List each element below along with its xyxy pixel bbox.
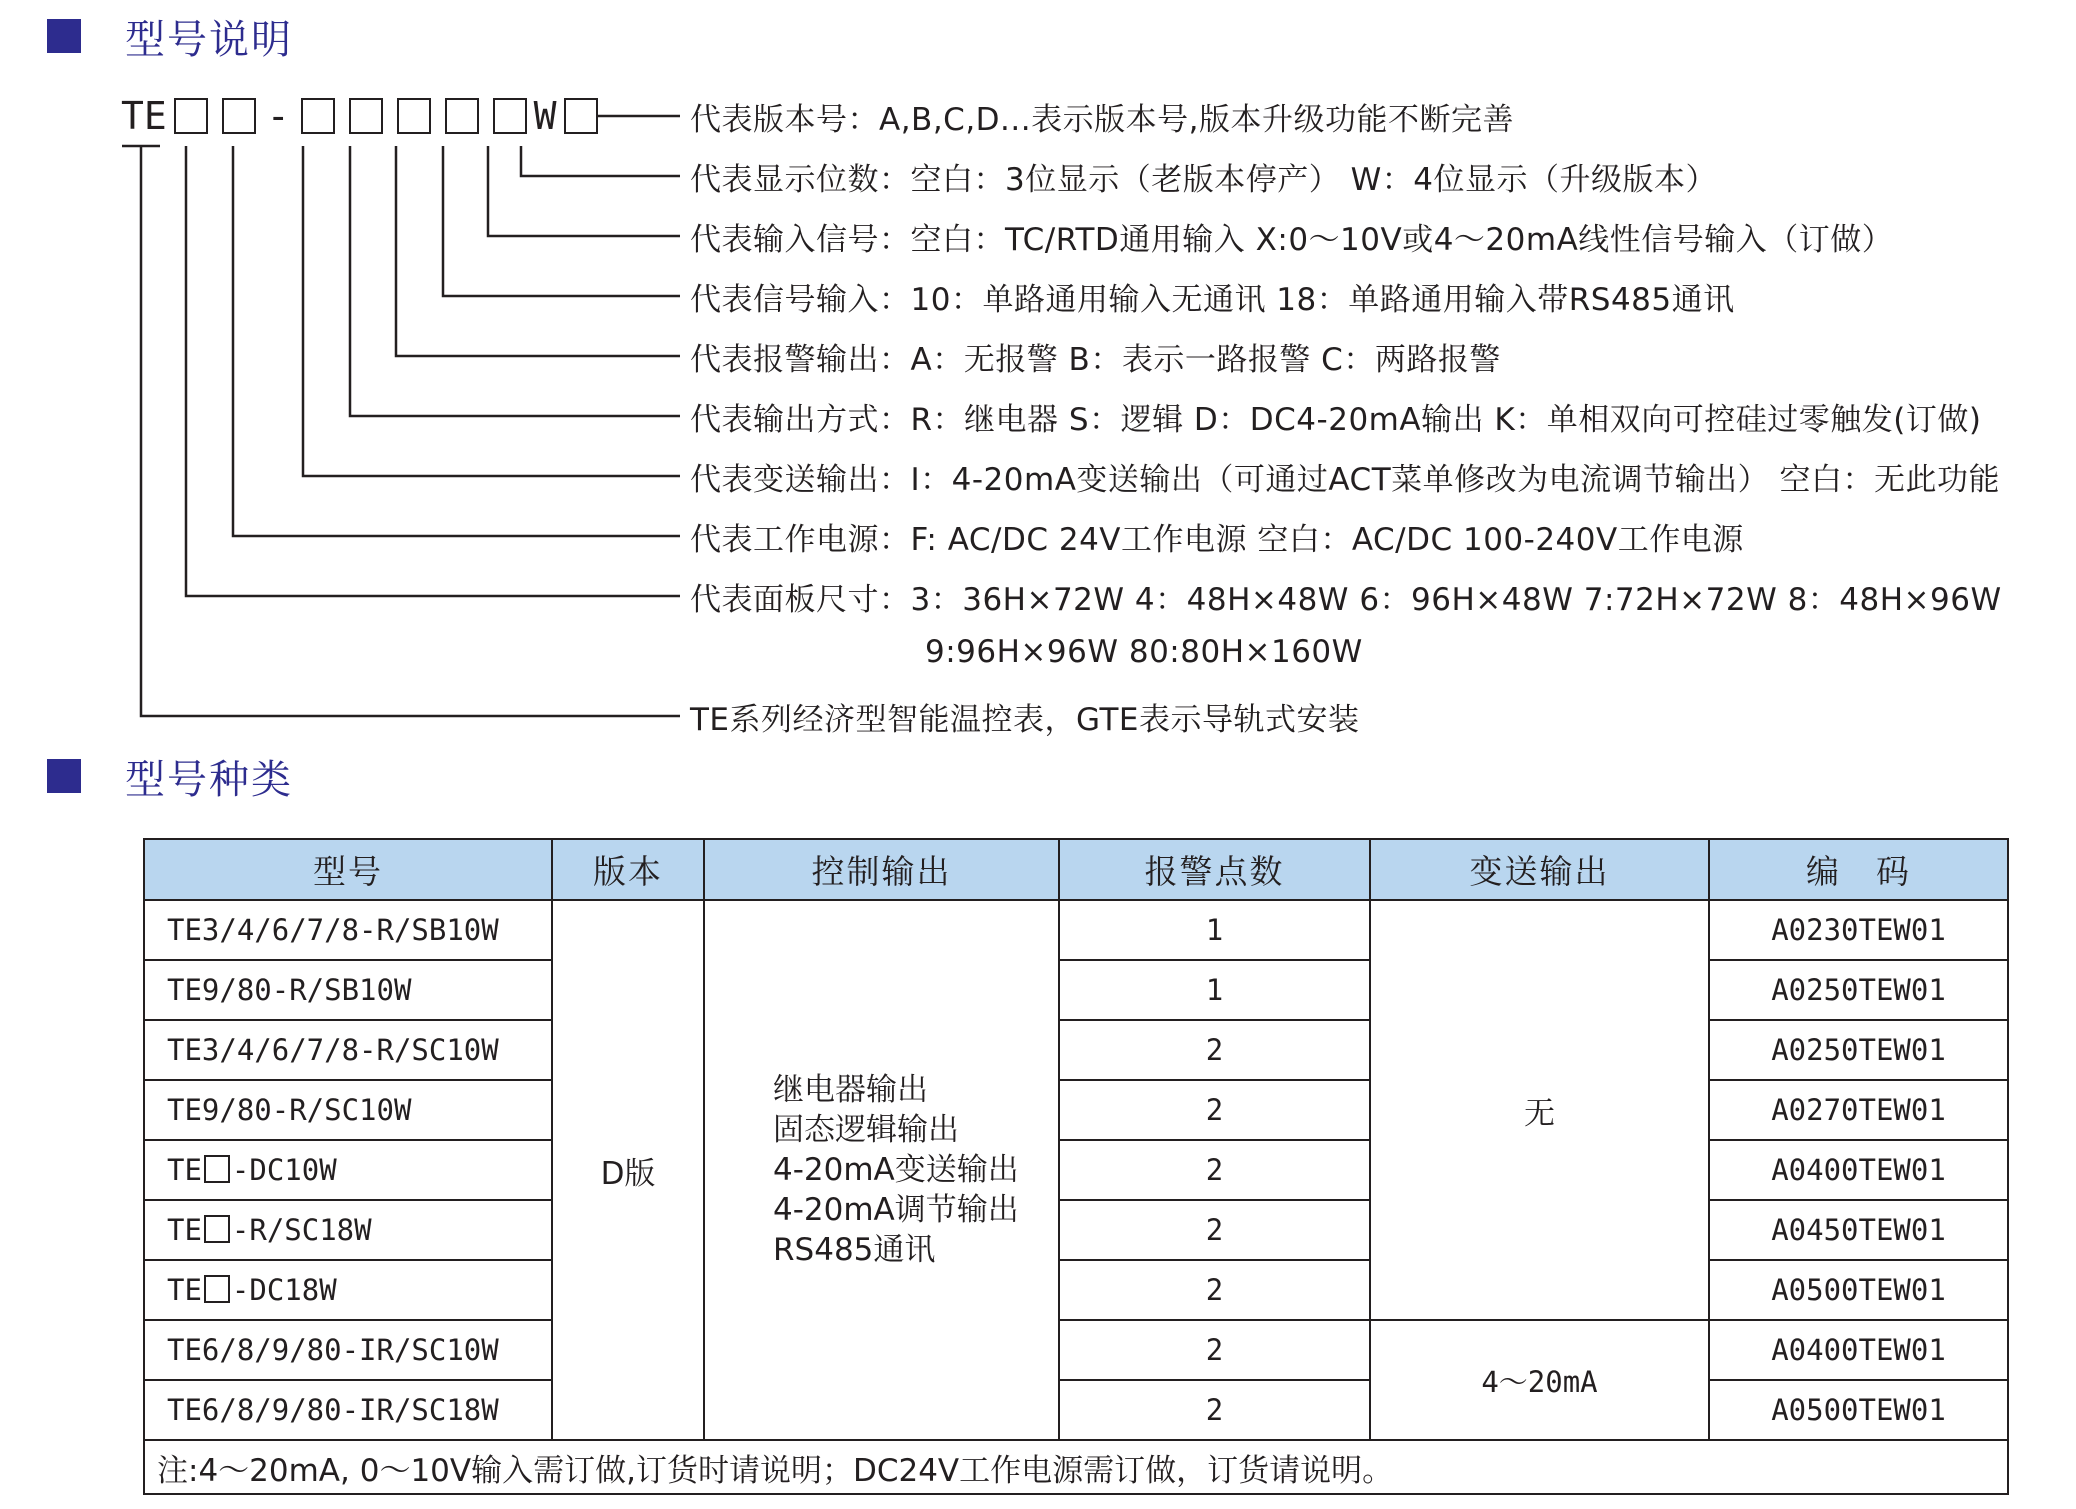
cell-model: TE3/4/6/7/8-R/SC10W — [144, 1020, 552, 1080]
cell-alarm-points: 1 — [1059, 960, 1370, 1020]
cell-alarm-points: 2 — [1059, 1200, 1370, 1260]
cell-alarm-points: 2 — [1059, 1260, 1370, 1320]
desc-version: 代表版本号：A,B,C,D...表示版本号,版本升级功能不断完善 — [690, 102, 1514, 138]
header-alarm-points: 报警点数 — [1059, 839, 1370, 900]
model-code — [121, 88, 605, 144]
header-model: 型号 — [144, 839, 552, 900]
table-row — [144, 1140, 2008, 1200]
placeholder-box-icon — [204, 1215, 230, 1243]
desc-transmit-output: 代表变送输出：I：4-20mA变送输出（可通过ACT菜单修改为电流调节输出） 空白：无此功能 — [690, 462, 2000, 498]
cell-code: A0400TEW01 — [1709, 1140, 2008, 1200]
code-slot-input — [493, 98, 527, 134]
cell-model — [144, 1260, 552, 1320]
table-row — [144, 1020, 2008, 1080]
code-w: W — [533, 94, 557, 138]
table-row — [144, 1320, 2008, 1380]
cell-model — [144, 1200, 552, 1260]
code-slot-transmit — [301, 98, 335, 134]
table-note-row — [144, 1440, 2008, 1494]
table-row — [144, 1260, 2008, 1320]
cell-model: TE9/80-R/SC10W — [144, 1080, 552, 1140]
placeholder-box-icon — [204, 1275, 230, 1303]
cell-code: A0400TEW01 — [1709, 1320, 2008, 1380]
header-transmit-output: 变送输出 — [1370, 839, 1709, 900]
section-bullet-icon — [47, 759, 81, 793]
desc-display-digits: 代表显示位数：空白：3位显示（老版本停产） W：4位显示（升级版本） — [690, 162, 1717, 198]
control-output-line: 4-20mA调节输出 — [773, 1192, 1019, 1228]
table-row — [144, 1200, 2008, 1260]
code-slot-output — [349, 98, 383, 134]
cell-alarm-points: 2 — [1059, 1080, 1370, 1140]
header-code: 编 码 — [1709, 839, 2008, 900]
desc-input-signal: 代表输入信号：空白：TC/RTD通用输入 X:0～10V或4～20mA线性信号输入（订做） — [690, 222, 1894, 258]
model-types-table — [143, 838, 2009, 1495]
cell-transmit-4-20ma: 4～20mA — [1370, 1320, 1709, 1440]
desc-panel-size-cont: 9:96H×96W 80:80H×160W — [925, 634, 1363, 670]
cell-code: A0250TEW01 — [1709, 960, 2008, 1020]
section-title: 型号种类 — [125, 756, 293, 803]
cell-version: D版 — [552, 900, 704, 1440]
control-output-line: 固态逻辑输出 — [773, 1112, 959, 1148]
cell-code: A0450TEW01 — [1709, 1200, 2008, 1260]
cell-alarm-points: 2 — [1059, 1380, 1370, 1440]
model-prefix: TE — [167, 1213, 202, 1247]
table-row — [144, 900, 2008, 960]
table-note: 注:4～20mA, 0～10V输入需订做,订货时请说明；DC24V工作电源需订做，订货请说明。 — [144, 1440, 2008, 1494]
cell-alarm-points: 2 — [1059, 1320, 1370, 1380]
control-output-line: 4-20mA变送输出 — [773, 1152, 1019, 1188]
table-row — [144, 960, 2008, 1020]
desc-panel-size: 代表面板尺寸：3：36H×72W 4：48H×48W 6：96H×48W 7:72H×72W 8：48H×96W — [690, 582, 2002, 618]
cell-alarm-points: 1 — [1059, 900, 1370, 960]
model-types-table-wrap — [143, 838, 2009, 1495]
desc-power: 代表工作电源：F: AC/DC 24V工作电源 空白：AC/DC 100-240V工作电源 — [690, 522, 1744, 558]
model-suffix: -R/SC18W — [231, 1213, 372, 1247]
cell-code: A0230TEW01 — [1709, 900, 2008, 960]
cell-model: TE6/8/9/80-IR/SC18W — [144, 1380, 552, 1440]
cell-model: TE9/80-R/SB10W — [144, 960, 552, 1020]
cell-model: TE3/4/6/7/8-R/SB10W — [144, 900, 552, 960]
cell-transmit-none: 无 — [1370, 900, 1709, 1320]
model-prefix: TE — [167, 1153, 202, 1187]
model-suffix: -DC18W — [231, 1273, 337, 1307]
code-slot-power — [222, 98, 256, 134]
table-header-row — [144, 839, 2008, 900]
header-control-output: 控制输出 — [704, 839, 1059, 900]
cell-code: A0500TEW01 — [1709, 1260, 2008, 1320]
desc-output-mode: 代表输出方式：R：继电器 S：逻辑 D：DC4-20mA输出 K：单相双向可控硅过零触发(订做) — [690, 402, 1982, 438]
cell-alarm-points: 2 — [1059, 1020, 1370, 1080]
code-slot-version — [564, 98, 598, 134]
cell-code: A0270TEW01 — [1709, 1080, 2008, 1140]
cell-model — [144, 1140, 552, 1200]
table-row — [144, 1380, 2008, 1440]
cell-alarm-points: 2 — [1059, 1140, 1370, 1200]
table-row — [144, 1080, 2008, 1140]
desc-alarm-output: 代表报警输出：A：无报警 B：表示一路报警 C：两路报警 — [690, 342, 1501, 378]
control-output-line: 继电器输出 — [773, 1072, 928, 1108]
model-prefix: TE — [167, 1273, 202, 1307]
code-slot-alarm — [397, 98, 431, 134]
code-slot-signal — [445, 98, 479, 134]
cell-control-output — [704, 900, 1059, 1440]
desc-signal-input: 代表信号输入：10：单路通用输入无通讯 18：单路通用输入带RS485通讯 — [690, 282, 1735, 318]
section-title: 型号说明 — [125, 16, 293, 63]
placeholder-box-icon — [204, 1155, 230, 1183]
code-prefix: TE — [121, 94, 167, 138]
code-slot-panel-size — [174, 98, 208, 134]
section-heading-model-types — [47, 752, 293, 803]
header-version: 版本 — [552, 839, 704, 900]
desc-te-series: TE系列经济型智能温控表，GTE表示导轨式安装 — [690, 702, 1360, 738]
control-output-line: RS485通讯 — [773, 1232, 936, 1268]
cell-code: A0500TEW01 — [1709, 1380, 2008, 1440]
cell-model: TE6/8/9/80-IR/SC10W — [144, 1320, 552, 1380]
model-suffix: -DC10W — [231, 1153, 337, 1187]
cell-code: A0250TEW01 — [1709, 1020, 2008, 1080]
code-dash: - — [266, 94, 290, 138]
